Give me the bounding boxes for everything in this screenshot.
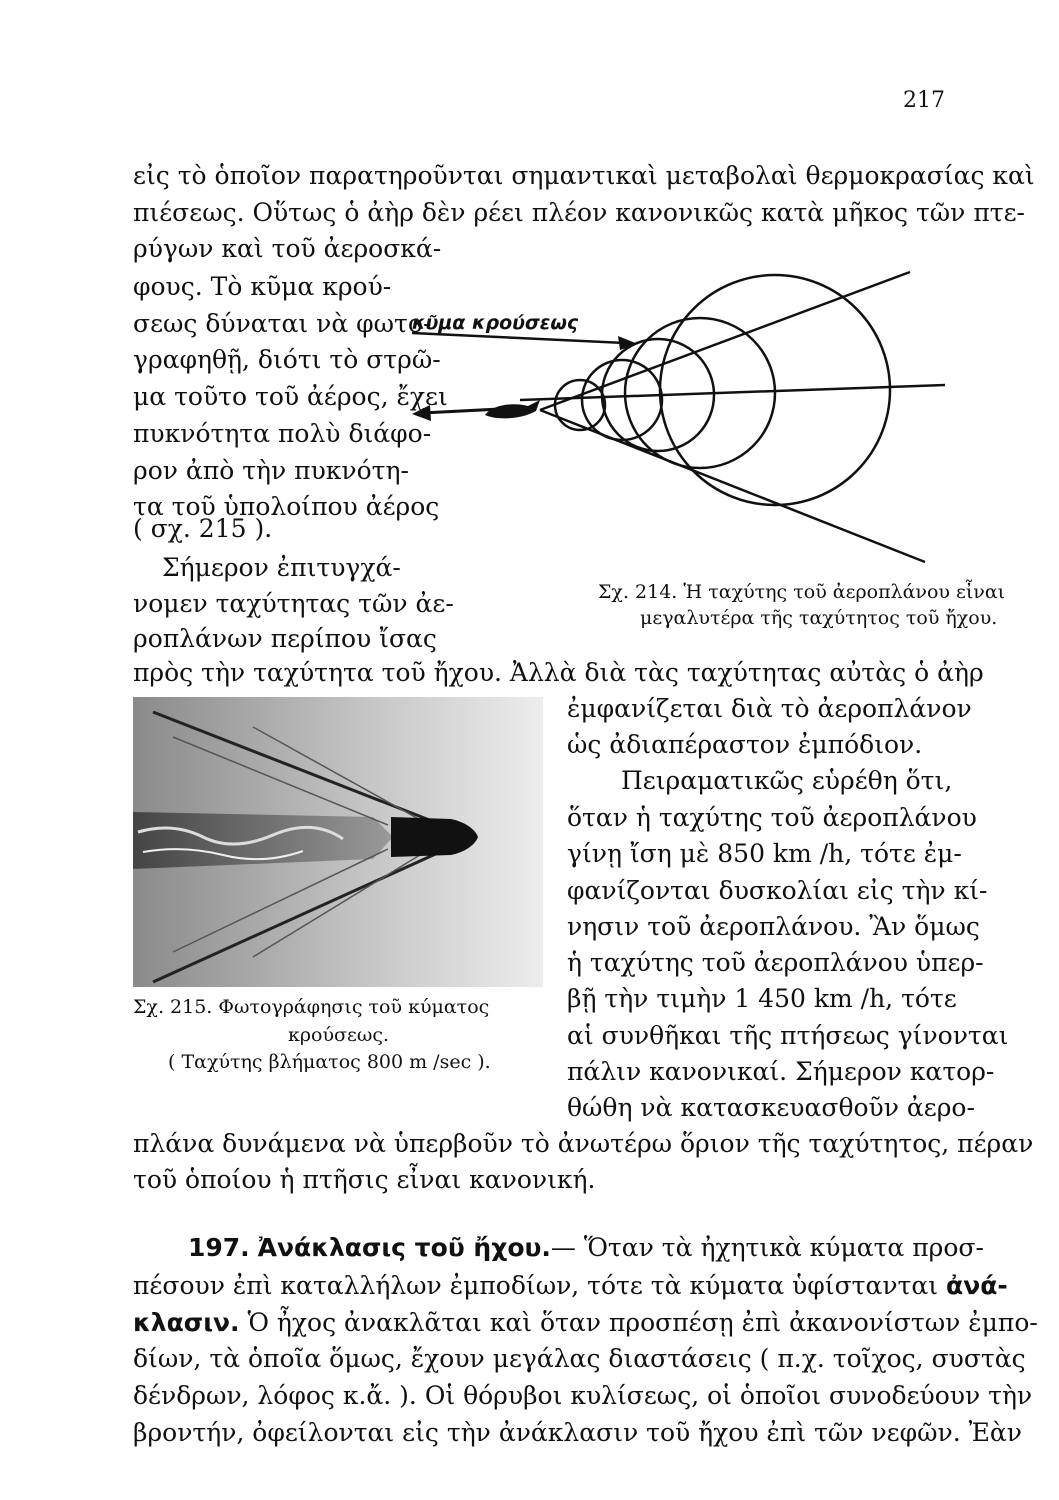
left-col-line: τα τοῦ ὑπολοίπου ἀέρος xyxy=(133,492,440,521)
section-line: δένδρων, λόφος κ.ἄ. ). Οἱ θόρυβοι κυλίσεως, οἱ ὁποῖοι συνοδεύουν τὴν xyxy=(133,1381,1033,1410)
left-col-line: φους. Τὸ κῦμα κρού- xyxy=(133,272,392,301)
bullet-shockwave-photo xyxy=(133,697,543,987)
section-line-2 xyxy=(133,1270,1008,1303)
shock-wave-label: κῦμα κρούσεως xyxy=(412,312,579,334)
body-line: πρὸς τὴν ταχύτητα τοῦ ἤχου. Ἀλλὰ διὰ τὰς ταχύτητας αὐτὰς ὁ ἀὴρ xyxy=(133,658,984,687)
right-col-line: αἱ συνθῆκαι τῆς πτήσεως γίνονται xyxy=(567,1021,1009,1050)
left-col-line: σεως δύναται νὰ φωτο- xyxy=(133,309,432,338)
page-number: 217 xyxy=(903,88,945,113)
section-text: Ὁ ἦχος ἀνακλᾶται καὶ ὅταν προσπέσῃ ἐπὶ ἀκανονίστων ἐμπο- xyxy=(247,1308,1038,1337)
figure-214-caption: μεγαλυτέρα τῆς ταχύτητος τοῦ ἤχου. xyxy=(640,607,998,629)
section-number: 197. xyxy=(188,1233,250,1262)
right-col-line: βῇ τὴν τιμὴν 1 450 km /h, τότε xyxy=(567,984,957,1013)
right-col-line: Πειραματικῶς εὑρέθη ὅτι, xyxy=(621,766,953,795)
right-col-line: φανίζονται δυσκολίαι εἰς τὴν κί- xyxy=(567,876,988,905)
section-line-3 xyxy=(133,1307,1038,1340)
section-emphasis: κλασιν. xyxy=(133,1308,240,1337)
right-col-line: νησιν τοῦ ἀεροπλάνου. Ἂν ὅμως xyxy=(567,912,980,941)
left-col-line: γραφηθῇ, διότι τὸ στρῶ- xyxy=(133,345,441,374)
right-col-line: πάλιν κανονικαί. Σήμερον κατορ- xyxy=(567,1057,995,1086)
left-col-line: ( σχ. 215 ). xyxy=(133,514,273,543)
left-col-line: πυκνότητα πολὺ διάφο- xyxy=(133,419,432,448)
right-col-line: ἐμφανίζεται διὰ τὸ ἀεροπλάνον xyxy=(567,694,972,723)
right-col-line: γίνῃ ἴση μὲ 850 km /h, τότε ἐμ- xyxy=(567,839,962,868)
body-line: τοῦ ὁποίου ἡ πτῆσις εἶναι κανονική. xyxy=(133,1165,596,1194)
left-col-line: Σήμερον ἐπιτυγχά- xyxy=(162,553,401,582)
left-col-line: ροπλάνων περίπου ἴσας xyxy=(133,624,437,653)
section-text: πέσουν ἐπὶ καταλλήλων ἐμποδίων, τότε τὰ κύματα ὑφίστανται xyxy=(133,1271,939,1300)
section-title: Ἀνάκλασις τοῦ ἤχου. xyxy=(257,1233,551,1262)
section-line: δίων, τὰ ὁποῖα ὅμως, ἔχουν μεγάλας διαστάσεις ( π.χ. τοῖχος, συστὰς xyxy=(133,1344,1026,1373)
section-first-line: — Ὅταν τὰ ἠχητικὰ κύματα προσ- xyxy=(550,1233,984,1262)
intro-line-1: εἰς τὸ ὁποῖον παρατηροῦνται σημαντικαὶ μεταβολαὶ θερμοκρασίας καὶ xyxy=(133,161,1035,190)
figure-215-caption: κρούσεως. xyxy=(288,1024,390,1046)
section-emphasis: ἀνά- xyxy=(946,1271,1008,1300)
intro-line-2: πιέσεως. Οὕτως ὁ ἀὴρ δὲν ρέει πλέον κανονικῶς κατὰ μῆκος τῶν πτε- xyxy=(133,198,1025,227)
figure-215-caption: ( Ταχύτης βλήματος 800 m /sec ). xyxy=(168,1051,491,1073)
right-col-line: ὅταν ἡ ταχύτης τοῦ ἀεροπλάνου xyxy=(567,803,977,832)
body-line: πλάνα δυνάμενα νὰ ὑπερβοῦν τὸ ἀνωτέρω ὅριον τῆς ταχύτητος, πέραν xyxy=(133,1129,1034,1158)
shock-wave-diagram xyxy=(400,250,960,590)
left-col-line: μα τοῦτο τοῦ ἀέρος, ἔχει xyxy=(133,382,448,411)
right-col-line: ἡ ταχύτης τοῦ ἀεροπλάνου ὑπερ- xyxy=(567,948,984,977)
left-col-line: ρον ἀπὸ τὴν πυκνότη- xyxy=(133,456,409,485)
figure-214-caption: Σχ. 214. Ἡ ταχύτης τοῦ ἀεροπλάνου εἶναι xyxy=(598,581,1006,603)
section-line: βροντήν, ὀφείλονται εἰς τὴν ἀνάκλασιν τοῦ ἤχου ἐπὶ τῶν νεφῶν. Ἐὰν xyxy=(133,1418,1022,1447)
section-heading-line xyxy=(188,1232,984,1265)
figure-215-caption: Σχ. 215. Φωτογράφησις τοῦ κύματος xyxy=(133,996,490,1018)
left-col-line: ρύγων καὶ τοῦ ἀεροσκά- xyxy=(133,234,442,263)
left-col-line: νομεν ταχύτητας τῶν ἀε- xyxy=(133,589,454,618)
right-col-line: θώθη νὰ κατασκευασθοῦν ἀερο- xyxy=(567,1093,975,1122)
right-col-line: ὡς ἀδιαπέραστον ἐμπόδιον. xyxy=(567,730,923,759)
